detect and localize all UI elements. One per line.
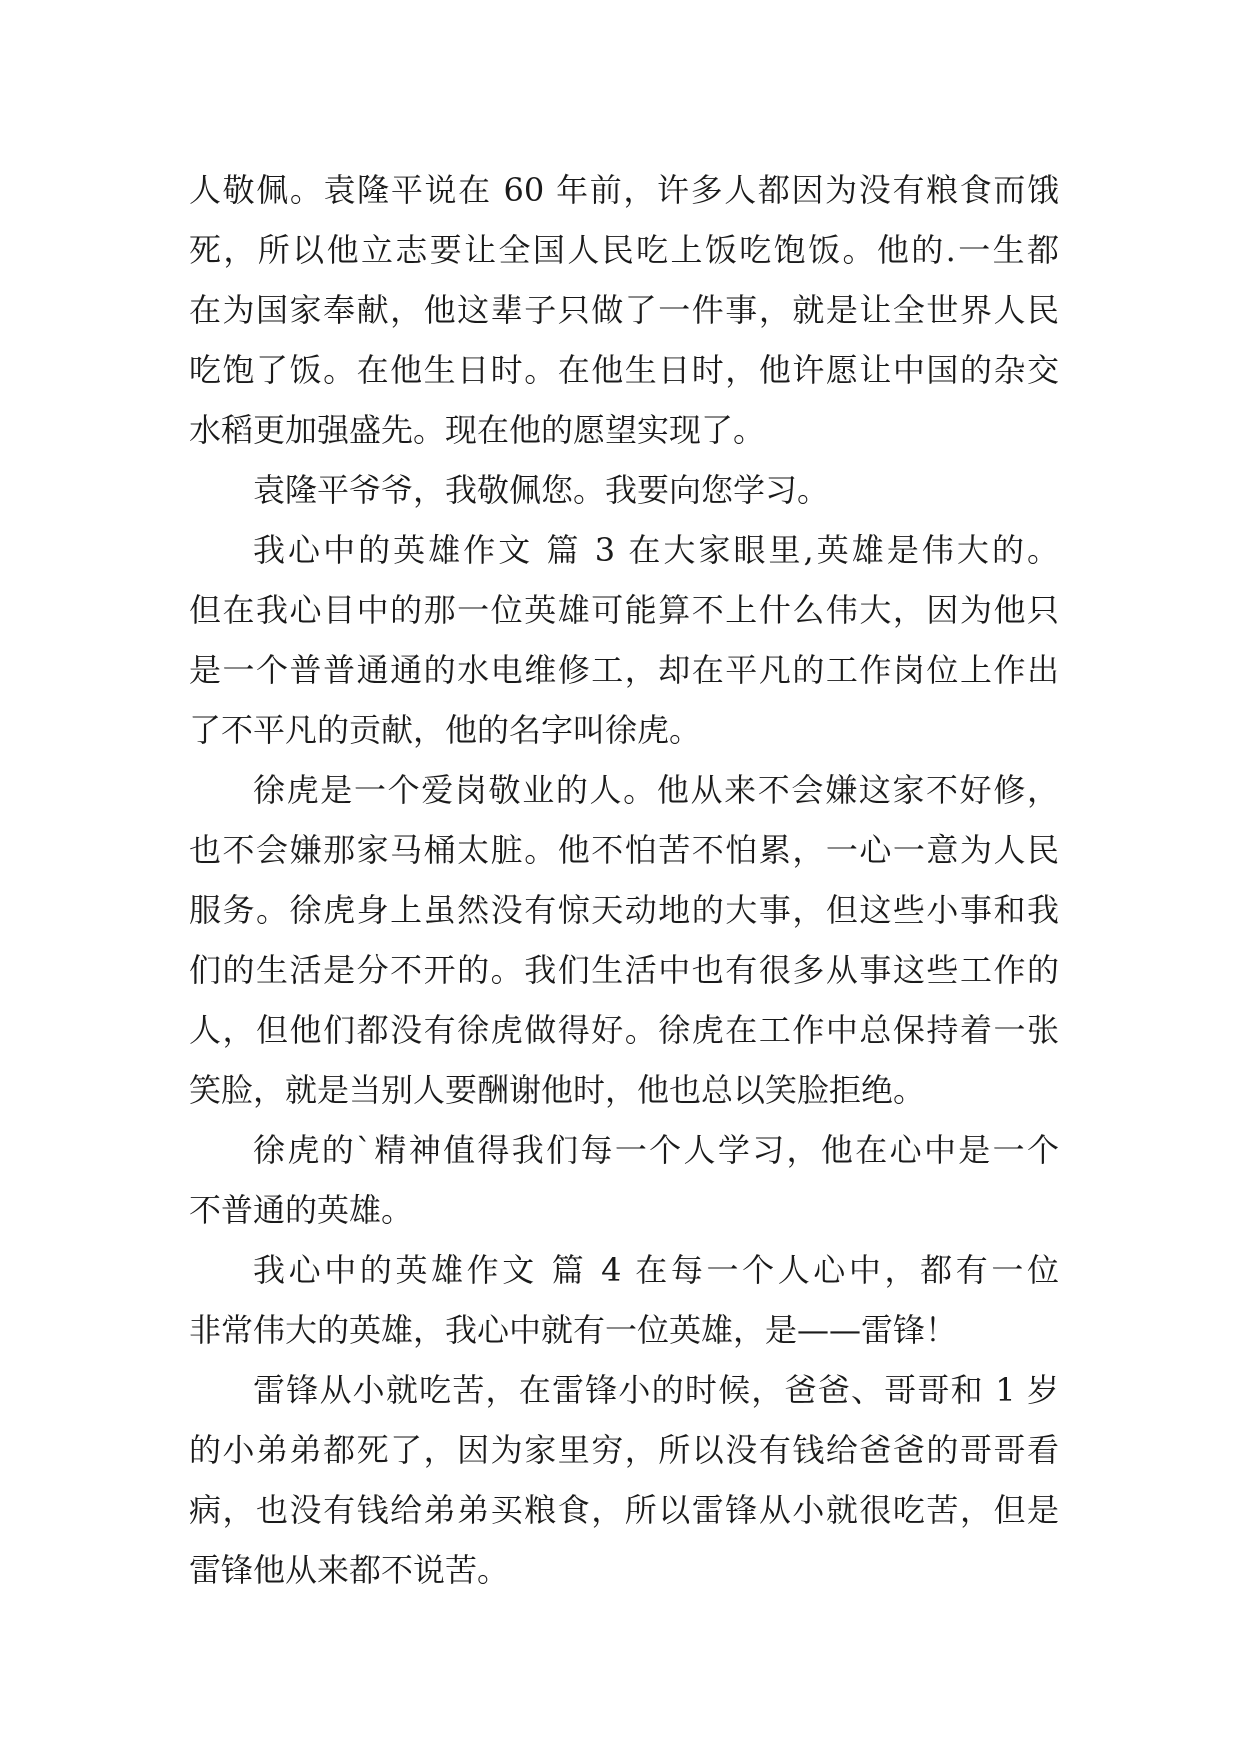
text-line: 我心中的英雄作文 篇 4 在每一个人心中，都有一位 xyxy=(253,1251,1059,1289)
text-line: 在为国家奉献，他这辈子只做了一件事，就是让全世界人民 xyxy=(189,291,1059,329)
text-line: 徐虎是一个爱岗敬业的人。他从来不会嫌这家不好修， xyxy=(253,771,1059,809)
text-line: 也不会嫌那家马桶太脏。他不怕苦不怕累，一心一意为人民 xyxy=(189,831,1059,869)
text-line: 我心中的英雄作文 篇 3 在大家眼里,英雄是伟大的。 xyxy=(253,531,1059,569)
text-line: 的小弟弟都死了，因为家里穷，所以没有钱给爸爸的哥哥看 xyxy=(189,1431,1059,1469)
text-line: 人，但他们都没有徐虎做得好。徐虎在工作中总保持着一张 xyxy=(189,1011,1059,1049)
text-line: 笑脸，就是当别人要酬谢他时，他也总以笑脸拒绝。 xyxy=(189,1071,926,1109)
document-body xyxy=(189,160,1059,1600)
text-line: 但在我心目中的那一位英雄可能算不上什么伟大，因为他只 xyxy=(189,591,1059,629)
text-line: 袁隆平爷爷，我敬佩您。我要向您学习。 xyxy=(253,471,830,509)
text-line: 雷锋从小就吃苦，在雷锋小的时候，爸爸、哥哥和 1 岁 xyxy=(253,1371,1059,1409)
text-line: 徐虎的`精神值得我们每一个人学习，他在心中是一个 xyxy=(253,1131,1059,1169)
text-line: 水稻更加强盛先。现在他的愿望实现了。 xyxy=(189,411,766,449)
text-line: 了不平凡的贡献，他的名字叫徐虎。 xyxy=(189,711,702,749)
text-line: 非常伟大的英雄，我心中就有一位英雄，是——雷锋！ xyxy=(189,1311,958,1349)
text-line: 病，也没有钱给弟弟买粮食，所以雷锋从小就很吃苦，但是 xyxy=(189,1491,1059,1529)
text-line: 人敬佩。袁隆平说在 60 年前，许多人都因为没有粮食而饿 xyxy=(189,171,1059,209)
text-line: 是一个普普通通的水电维修工，却在平凡的工作岗位上作出 xyxy=(189,651,1059,689)
text-line: 雷锋他从来都不说苦。 xyxy=(189,1551,510,1589)
text-line: 们的生活是分不开的。我们生活中也有很多从事这些工作的 xyxy=(189,951,1059,989)
text-line: 吃饱了饭。在他生日时。在他生日时，他许愿让中国的杂交 xyxy=(189,351,1059,389)
text-line: 不普通的英雄。 xyxy=(189,1191,414,1229)
text-line: 服务。徐虎身上虽然没有惊天动地的大事，但这些小事和我 xyxy=(189,891,1059,929)
text-line: 死，所以他立志要让全国人民吃上饭吃饱饭。他的.一生都 xyxy=(189,231,1059,269)
